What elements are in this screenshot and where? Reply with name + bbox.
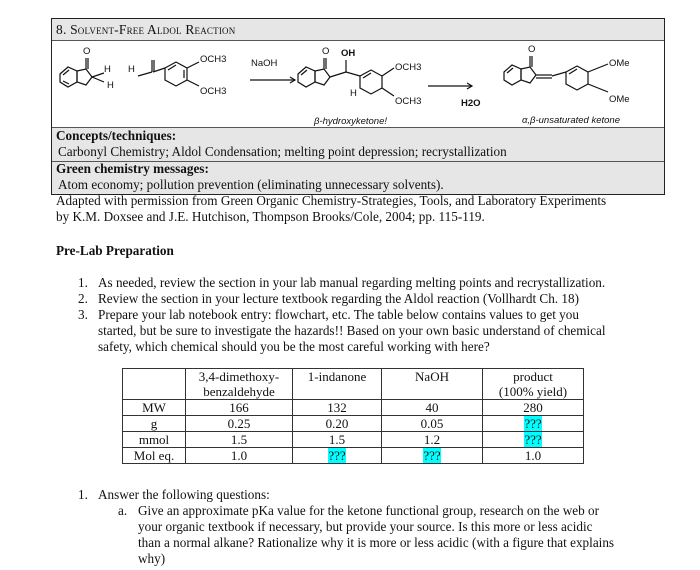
row-label: MW	[123, 400, 186, 416]
table-cell	[293, 448, 382, 464]
unknown-value: ???	[328, 448, 346, 463]
o-label-2: O	[322, 46, 330, 57]
list-item-text: safety, which chemical should you be the most careful working with here?	[98, 339, 490, 354]
h-label-2: H	[107, 80, 114, 91]
question-number: 1.	[78, 487, 88, 502]
list-item-text: Prepare your lab notebook entry: flowchart, etc. The table below contains values to get you	[98, 307, 579, 322]
table-cell	[483, 416, 584, 432]
concepts-heading: Concepts/techniques:	[56, 128, 177, 143]
table-header-cell: product (100% yield)	[483, 369, 584, 400]
och3-label-4: OCH3	[395, 96, 422, 107]
table-row	[123, 432, 584, 448]
question-a-line-1: Give an approximate pKa value for the ketone functional group, research on the web or	[138, 503, 600, 518]
list-item-text: As needed, review the section in your lab manual regarding melting points and recrystallization.	[98, 275, 606, 290]
table-cell: 0.05	[382, 416, 483, 432]
indanone-structure	[60, 58, 104, 87]
table-cell: 40	[382, 400, 483, 416]
och3-label-2: OCH3	[200, 86, 227, 97]
section-title: 8. Solvent-Free Aldol Reaction	[56, 22, 236, 37]
ome-label-1: OMe	[609, 58, 630, 69]
concepts-text: Carbonyl Chemistry; Aldol Condensation; melting point depression; recrystallization	[58, 144, 507, 159]
table-header-cell: 1-indanone	[293, 369, 382, 400]
och3-label-3: OCH3	[395, 62, 422, 73]
product-caption: α,β-unsaturated ketone	[522, 115, 620, 126]
table-header-row	[123, 369, 584, 400]
question-a-line-4: why)	[138, 551, 166, 566]
h2o-label: H2O	[461, 98, 481, 109]
ome-label-2: OMe	[609, 94, 630, 105]
list-item-number: 2.	[78, 291, 88, 306]
h-label-3: H	[128, 64, 135, 75]
prelab-heading: Pre-Lab Preparation	[56, 243, 174, 258]
row-label: g	[123, 416, 186, 432]
o-label-3: O	[528, 44, 536, 55]
reagent-table	[122, 368, 584, 464]
intermediate-caption: β-hydroxyketone!	[314, 116, 388, 126]
table-cell: 166	[186, 400, 293, 416]
table-row	[123, 400, 584, 416]
table-cell: 1.5	[293, 432, 382, 448]
naoh-label: NaOH	[251, 58, 278, 69]
list-item-text: Review the section in your lecture textbook regarding the Aldol reaction (Vollhardt Ch. 18)	[98, 291, 579, 306]
table-cell: 132	[293, 400, 382, 416]
table-cell: 1.0	[483, 448, 584, 464]
unknown-value: ???	[423, 448, 441, 463]
och3-label-1: OCH3	[200, 54, 227, 65]
table-row	[123, 448, 584, 464]
o-label-1: O	[83, 46, 91, 57]
beta-hydroxyketone-structure	[298, 58, 394, 96]
aldol-reaction-scheme	[52, 36, 664, 126]
dimethoxybenzaldehyde-structure	[138, 60, 199, 86]
list-item-number: 3.	[78, 307, 88, 322]
table-cell: 1.0	[186, 448, 293, 464]
h-label-4: H	[350, 88, 357, 99]
question-intro: Answer the following questions:	[98, 487, 270, 502]
unknown-value: ???	[524, 432, 542, 447]
table-cell: 1.2	[382, 432, 483, 448]
unknown-value: ???	[524, 416, 542, 431]
question-a-line-3: than a normal alkane? Rationalize why it is more or less acidic (with a figure that explains	[138, 535, 615, 550]
row-label: mmol	[123, 432, 186, 448]
question-a-line-2: your organic textbook if necessary, but provide your source. Is this more or less acidic	[138, 519, 593, 534]
attribution-line-2: by K.M. Doxsee and J.E. Hutchison, Thompson Brooks/Cole, 2004; pp. 115-119.	[56, 209, 485, 224]
table-row	[123, 416, 584, 432]
table-header-cell: NaOH	[382, 369, 483, 400]
table-cell: 280	[483, 400, 584, 416]
green-text: Atom economy; pollution prevention (eliminating unnecessary solvents).	[58, 177, 444, 192]
oh-label: OH	[341, 48, 356, 59]
list-item-number: 1.	[78, 275, 88, 290]
table-cell: 1.5	[186, 432, 293, 448]
green-heading: Green chemistry messages:	[56, 161, 209, 176]
list-item-text: started, but be sure to investigate the hazards!! Based on your own basic understand of chemical	[98, 323, 606, 338]
table-cell	[483, 432, 584, 448]
table-header-cell	[123, 369, 186, 400]
table-cell: 0.20	[293, 416, 382, 432]
attribution-line-1: Adapted with permission from Green Organic Chemistry-Strategies, Tools, and Laboratory Experiments	[56, 193, 607, 208]
table-cell	[382, 448, 483, 464]
enone-product-structure	[504, 56, 608, 92]
table-cell: 0.25	[186, 416, 293, 432]
row-label: Mol eq.	[123, 448, 186, 464]
table-header-cell: 3,4-dimethoxy- benzaldehyde	[186, 369, 293, 400]
subquestion-label: a.	[118, 503, 128, 518]
h-label-1: H	[104, 64, 111, 75]
